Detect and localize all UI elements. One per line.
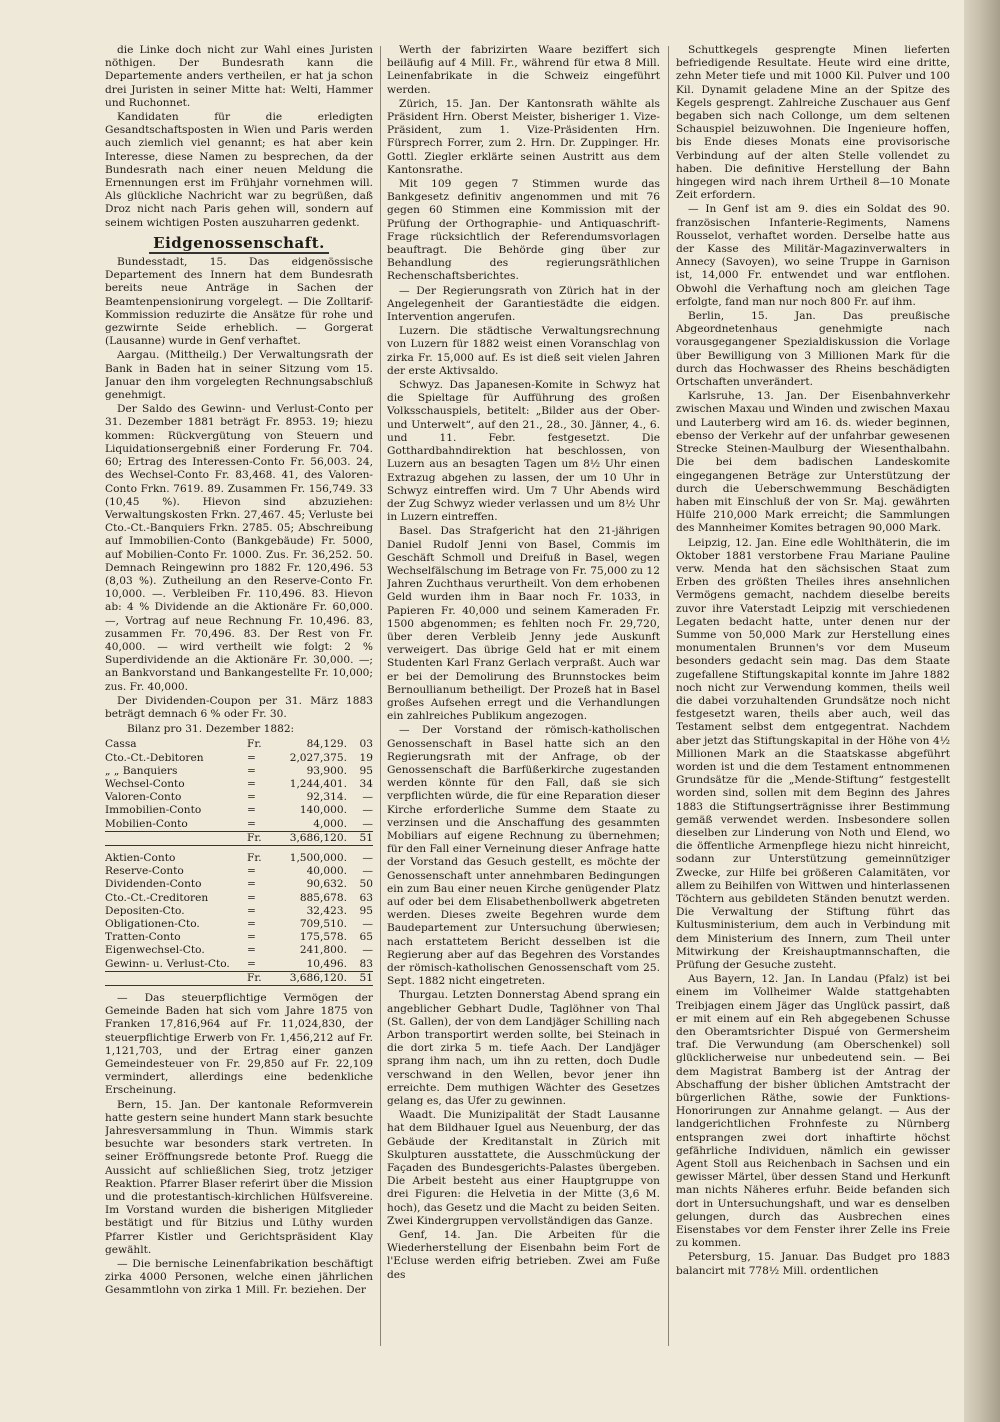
paragraph: Bern, 15. Jan. Der kantonale Reformverein hatte gestern seine hundert Mann stark besuchte Jahresversammlung in Thun. Wimmis stark besuchte war besonders stark vertreten. In seiner Eröffnungsrede betonte Prof. Ruegg die Aussicht auf schließlichen Sieg, trotz jetziger Reaktion. Pfarrer Blaser referirt über die Mission und die protestantisch-kirchlichen Hülfsvereine. Im Vorstand wurden die bisherigen Mitglieder bestätigt und für Bitzius und Lüthy wurden Pfarrer Kistler und Gerichtspräsident Klay gewählt. [105,1098,373,1256]
paragraph: Der Saldo des Gewinn- und Verlust-Conto per 31. Dezember 1881 beträgt Fr. 8953. 19; hiezu kommen: Rückvergütung von Steuern und Liquidationsergebniß einer Forderung Fr. 704. 60; Ertrag des Interessen-Conto Fr. 56,003. 24, des Wechsel-Conto Fr. 83,468. 41, des Valoren-Conto Frkn. 7619. 89. Zusammen Fr. 156,749. 33 (10,45 %). Hievon sind abzuziehen: Verwaltungskosten Frkn. 27,467. 45; Verluste bei Cto.-Ct.-Banquiers Frkn. 2785. 05; Abschreibung auf Immobilien-Conto (Bankgebäude) Fr. 5000, auf Mobilien-Conto Fr. 1000. Zus. Fr. 36,252. 50. Demnach Reingewinn pro 1882 Fr. 120,496. 53 (8,03 %). Zutheilung an den Reserve-Conto Fr. 10,000. —. Verbleiben Fr. 110,496. 83. Hievon ab: 4 % Dividende an die Aktionäre Fr. 60,000. —, Vortrag auf neue Rechnung Fr. 10,496. 83, zusammen Fr. 70,496. 83. Der Rest von Fr. 40,000. — wird vertheilt wie folgt: 2 % Superdividende an die Aktionäre Fr. 30,000. —; an Bankvorstand und Bankangestellte Fr. 10,000; zus. Fr. 40,000. [105,403,373,693]
liabilities-total-row [105,971,373,985]
account-name: Eigenwechsel-Cto. [105,944,205,957]
cents: — [362,865,373,878]
table-row [105,752,373,765]
column-3 [676,44,950,1384]
table-row [105,892,373,905]
amount: 93,900. [306,764,347,777]
paragraph: Schuttkegels gesprengte Minen lieferten befriedigende Resultate. Heute wird eine dritte, zehn Meter tiefe und mit 1000 Kil. Pulver und 100 Kil. Dynamit geladene Mine an der Spitze des Kegels gesprengt. Zahlreiche Zuschauer aus Genf begaben sich nach Collonge, um dem seltenen Schauspiel beizuwohnen. Die Ingenieure hoffen, bis Ende dieses Monats eine provisorische Verbindung auf der alten Stelle vollendet zu haben. Die definitive Herstellung der Bahn hingegen wird nach ihrem Urtheil 8—10 Monate Zeit erfordern. [676,44,950,202]
ditto-mark: = [247,865,256,878]
section-title [105,233,373,252]
table-row [105,804,373,817]
account-name: Dividenden-Conto [105,878,202,891]
paragraph: Kandidaten für die erledigten Gesandtschaftsposten in Wien und Paris werden auch ziemlich viel genannt; es hat aber kein Interesse, diese Namen zu besprechen, da der Bundesrath nach einer neuen Meldung die Ernennungen erst im Frühjahr vornehmen will. Als glückliche Nachricht war zu begrüßen, daß Droz nicht nach Paris gehen will, sondern auf seinem wichtigen Posten auszuharren gedenkt. [105,111,373,229]
paragraph: Mit 109 gegen 7 Stimmen wurde das Bankgesetz definitiv angenommen und mit 76 gegen 60 Stimmen eine Kommission mit der Prüfung der Orthographie- und Antiquaschrift-Frage rücksichtlich der Referendumsvorlagen beauftragt. Die Behörde ging über zur Behandlung des regierungsräthlichen Rechenschaftsberichtes. [387,178,660,283]
paragraph: Berlin, 15. Jan. Das preußische Abgeordnetenhaus genehmigte nach vorausgegangener Spezialdiskussion die Vorlage über Bewilligung von 3 Millionen Mark für die durch das Hochwasser des Rheins beschädigten Ortschaften unverändert. [676,310,950,389]
account-name: Cassa [105,738,137,751]
paragraph: — Der Vorstand der römisch-katholischen Genossenschaft in Basel hatte sich an den Regierungsrath mit der Anfrage, ob der Genossenschaft die Barfüßerkirche zugestanden werden könnte für den Fall, daß sie sich verpflichten würde, die für eine Reparation dieser Kirche erforderliche Summe dem Staate zu verzinsen und die Anschaffung des gesammten Mobiliars auf eigene Rechnung zu übernehmen; für den Fall einer Verneinung dieser Anfrage hatte der Vorstand das Gesuch gestellt, es möchte der Genossenschaft unter annehmbaren Bedingungen ein zum Bau einer neuen Kirche genügender Platz auf oder bei dem Elisabethenbollwerk abgetreten werden. Dieses zweite Begehren wurde dem Baudepartement zur Untersuchung überwiesen; nach erstattetem Bericht desselben ist die Regierung aber auf das Begehren des Vorstandes der römisch-katholischen Genossenschaft vom 25. Sept. 1882 nicht eingetreten. [387,724,660,988]
account-name: Valoren-Conto [105,791,182,804]
ditto-mark: = [247,804,256,817]
table-row [105,944,373,957]
amount: 175,578. [299,931,347,944]
paragraph: Schwyz. Das Japanesen-Komite in Schwyz hat die Spieltage für Aufführung des großen Volksschauspiels, betitelt: „Bilder aus der Ober- und Unterwelt“, auf den 21., 28., 30. Jänner, 4., 6. und 11. Febr. festgesetzt. Die Gotthardbahndirektion hat beschlossen, von Luzern aus an besagten Tagen um 8½ Uhr einen Extrazug abgehen zu lassen, der um 10 Uhr in Schwyz eintreffen wird. Um 7 Uhr Abends wird der Zug Schwyz wieder verlassen und um 8½ Uhr in Luzern eintreffen. [387,379,660,524]
cents: 34 [359,777,373,790]
account-name: Mobilien-Conto [105,817,188,830]
account-name: Reserve-Conto [105,865,184,878]
amount: 1,500,000. [289,851,347,864]
paragraph: Aargau. (Mittheilg.) Der Verwaltungsrath der Bank in Baden hat in seiner Sitzung vom 15. Januar den ihm vorgelegten Rechnungsabschluß genehmigt. [105,349,373,402]
amount: 84,129. [306,738,347,751]
ditto-mark: = [247,791,256,804]
amount: 2,027,375. [289,751,347,764]
paragraph: Waadt. Die Munizipalität der Stadt Lausanne hat dem Bildhauer Iguel aus Neuenburg, der das Gebäude der Kreditanstalt in Zürich mit Skulpturen ausstattete, die Ausschmückung der Façaden des Bundesgerichts-Palastes übergeben. Die Arbeit besteht aus einer Hauptgruppe von drei Figuren: die Helvetia in der Mitte (3,6 M. hoch), das Gesetz und die Macht zu beiden Seiten. Zwei Kindergruppen vervollständigen das Ganze. [387,1109,660,1227]
table-row [105,931,373,944]
cents: 83 [359,957,373,970]
account-name: Cto.-Ct.-Creditoren [105,891,209,904]
ditto-mark: = [247,751,256,764]
cents: — [362,918,373,930]
table-row [105,852,373,865]
account-name: Wechsel-Conto [105,777,185,790]
amount: 1,244,401. [289,777,347,790]
table-row [105,818,373,832]
paragraph: Thurgau. Letzten Donnerstag Abend sprang ein angeblicher Gebhart Dudle, Taglöhner von Thal (St. Gallen), der von dem Landjäger Schilling nach Arbon transportirt werden sollte, bei Steinach in die dort zirka 5 m. tiefe Aach. Der Landjäger sprang ihm nach, um ihn zu retten, doch Dudle verschwand in den Wellen, bevor jener ihn erreichte. Dem muthigen Wächter des Gesetzes gelang es, das Ufer zu gewinnen. [387,989,660,1108]
cents: — [362,851,373,864]
cents: 95 [359,764,373,777]
ditto-mark: = [247,944,256,957]
paragraph: Zürich, 15. Jan. Der Kantonsrath wählte als Präsident Hrn. Oberst Meister, bisheriger 1. Vize-Präsident, zum 1. Vize-Präsidenten Hrn. Fürsprech Forrer, zum 2. Hrn. Dr. Zuppinger. Hr. Gottl. Ziegler erklärte seinen Austritt aus dem Kantonsrathe. [387,97,660,176]
assets-total-row [105,831,373,845]
total-cents: 51 [347,971,373,985]
ditto-mark: = [247,777,256,790]
cents: 63 [359,891,373,904]
account-name: Immobilien-Conto [105,804,202,817]
amount: 32,423. [306,904,347,917]
total-amount: 3,686,120. [271,831,347,845]
paragraph: — Der Regierungsrath von Zürich hat in der Angelegenheit der Garantiestädte die eidgen. Intervention angerufen. [387,284,660,324]
cents: 95 [359,904,373,917]
paragraph: Leipzig, 12. Jan. Eine edle Wohlthäterin, die im Oktober 1881 verstorbene Frau Mariane Pauline verw. Menda hat den sächsischen Staat zum Erben des größten Theiles ihres ansehnlichen Vermögens gemacht, nachdem dieselbe bereits zuvor ihre Vaterstadt Leipzig mit verschiedenen Legaten bedacht hatte, unter denen nur der Summe von 50,000 Mark zur Herstellung eines monumentalen Brunnen's vor dem Museum besonders gedacht sein mag. Das dem Staate zugefallene Stiftungskapital konnte im Jahre 1882 noch nicht zur Verwendung kommen, theils weil die dabei vorzuhaltenden Grundsätze noch nicht festgesetzt waren, theils aber auch, weil das Testament selbst dem entgegentrat. Nachdem aber jetzt das Stiftungskapital in der Höhe von 4½ Millionen Mark an die Staatskasse abgeführt worden ist und die dem Testament entnommenen Grundsätze für die „Mende-Stiftung“ festgestellt worden sind, sollen mit dem Beginn des Jahres 1883 die Stiftungserträgnisse ihrer Bestimmung gemäß verwendet werden. Insbesondere sollen dieselben zur Linderung von Noth und Elend, wo die öffentliche Armenpflege hiezu nicht hinreicht, sodann zur Unterstützung gemeinnütziger Zwecke, zur Hilfe bei größeren Calamitäten, vor allem zu Beihilfen von Wittwen und hinterlassenen Töchtern aus gebildeten Ständen benutzt werden. Die Verwaltung der Stiftung führt das Kultusministerium, dem auch in Verbindung mit dem Ministerium des Innern, zum Theil unter Mitwirkung der Kreishauptmannschaften, die Prüfung der Gesuche zusteht. [676,536,950,972]
paragraph: Genf, 14. Jan. Die Arbeiten für die Wiederherstellung der Eisenbahn beim Fort de l'Ecluse werden eifrig betrieben. Zwei am Fuße des [387,1229,660,1281]
ditto-mark: = [247,931,256,944]
page-binding-edge [964,0,1000,1422]
paragraph: Karlsruhe, 13. Jan. Der Eisenbahnverkehr zwischen Maxau und Winden und zwischen Maxau und Lauterberg wird am 16. ds. wieder beginnen, ebenso der Verkehr auf der unfahrbar gewesenen Strecke Steinen-Maulburg der Wiesenthalbahn. Die bei dem badischen Landeskomite eingegangenen Beträge zur Unterstützung der durch die Ueberschwemmung Beschädigten haben mit Einschluß der von Sr. Maj. gewährten Hülfe 210,000 Mark erreicht; die Sammlungen des Mannheimer Komites betragen 90,000 Mark. [676,390,950,535]
amount: 10,496. [306,957,347,970]
account-name: Tratten-Conto [105,931,181,944]
paragraph: Der Dividenden-Coupon per 31. März 1883 beträgt demnach 6 % oder Fr. 30. [105,694,373,720]
paragraph: Basel. Das Strafgericht hat den 21-jährigen Daniel Rudolf Jenni von Basel, Commis im Geschäft Schmoll und Dreifuß in Basel, wegen Wechselfälschung im Betrage von Fr. 75,000 zu 12 Jahren Zuchthaus verurtheilt. Von dem erhobenen Geld wurden ihm in Baar noch Fr. 1033, in Papieren Fr. 40,000 und seinem Kameraden Fr. 1500 abgenommen; es fehlten noch Fr. 29,720, über deren Verbleib Jenny jede Auskunft verweigert. Das übrige Geld hat er mit einem Studenten Karl Franz Gerlach verpraßt. Auch war er bei der Demolirung des Brunnstockes beim Bernoullianum betheiligt. Der Prozeß hat in Basel großes Aufsehen erregt und die Verhandlungen ein zahlreiches Publikum angezogen. [387,525,660,723]
currency-label: Fr. [247,831,271,845]
total-amount: 3,686,120. [271,971,347,985]
ditto-mark: = [247,878,256,891]
currency-label: Fr. [247,851,262,864]
table-row [105,918,373,931]
table-row [105,738,373,751]
cents: — [362,791,373,804]
account-name: Cto.-Ct.-Debitoren [105,751,204,764]
paragraph: — Das steuerpflichtige Vermögen der Gemeinde Baden hat sich vom Jahre 1875 von Franken 17,816,964 auf Fr. 11,024,830, der steuerpflichtige Erwerb von Fr. 1,456,212 auf Fr. 1,121,703, und der Ertrag einer ganzen Gemeindesteuer von Fr. 29,850 auf Fr. 22,109 vermindert, allerdings eine bedenkliche Erscheinung. [105,992,373,1097]
column-rule-1 [380,46,381,1346]
amount: 40,000. [306,865,347,878]
account-name: Obligationen-Cto. [105,918,200,930]
cents: — [362,817,373,830]
amount: 709,510. [299,918,347,930]
ditto-mark: = [247,904,256,917]
paragraph: — In Genf ist am 9. dies ein Soldat des 90. französischen Infanterie-Regiments, Namens Rousselot, verhaftet worden. Derselbe hatte aus der Kasse des Militär-Magazinverwalters in Annecy (Savoyen), wo seine Truppe in Garnison ist, 14,000 Fr. entwendet und war entflohen. Obwohl die Verhaftung noch am gleichen Tage erfolgte, fand man nur noch 800 Fr. auf ihm. [676,203,950,308]
amount: 92,314. [306,791,347,804]
table-row [105,765,373,778]
column-2 [387,44,660,1384]
cents: 03 [359,738,373,751]
section-title-text: Eidgenossenschaft. [149,234,329,254]
balance-heading: Bilanz pro 31. Dezember 1882: [127,723,295,736]
account-name: Gewinn- u. Verlust-Cto. [105,957,230,970]
currency-label: Fr. [247,971,271,985]
ditto-mark: = [247,764,256,777]
paragraph: Bundesstadt, 15. Das eidgenössische Departement des Innern hat dem Bundesrath bereits neue Anträge in Sachen der Beamtenpensionirung vorgelegt. — Die Zolltarif-Kommission reduzirte die Ansätze für rohe und gezwirnte Seide erheblich. — Gorgerat (Lausanne) wurde in Genf verhaftet. [105,256,373,348]
column-rule-2 [668,46,669,1346]
cents: 19 [359,751,373,764]
ditto-mark: = [247,891,256,904]
paragraph: die Linke doch nicht zur Wahl eines Juristen nöthigen. Der Bundesrath kann die Departemente anders vertheilen, er hat ja schon drei Juristen in seiner Mitte hat: Welti, Hammer und Ruchonnet. [105,44,373,109]
column-1 [105,44,373,1384]
currency-label: Fr. [247,738,262,751]
amount: 4,000. [313,817,347,830]
ditto-mark: = [247,817,256,830]
paragraph: Werth der fabrizirten Waare beziffert sich beiläufig auf 4 Mill. Fr., während für etwa 8 Mill. Leinenfabrikate in die Schweiz eingeführt werden. [387,44,660,96]
total-cents: 51 [347,831,373,845]
amount: 90,632. [306,878,347,891]
ditto-mark: = [247,918,256,930]
paragraph: Luzern. Die städtische Verwaltungsrechnung von Luzern für 1882 weist einen Voranschlag von zirka Fr. 15,000 auf. Es ist dieß seit vielen Jahren der erste Aktivsaldo. [387,325,660,377]
cents: — [362,944,373,957]
table-row [105,865,373,878]
table-row [105,905,373,918]
table-row [105,778,373,791]
ditto-mark: = [247,957,256,970]
cents: — [362,804,373,817]
table-row [105,791,373,804]
cents: 65 [359,931,373,944]
account-name: „ „ Banquiers [105,764,178,777]
paragraph: — Die bernische Leinenfabrikation beschäftigt zirka 4000 Personen, welche einen jährlichen Gesammtlohn von zirka 1 Mill. Fr. beziehen. Der [105,1258,373,1297]
amount: 140,000. [299,804,347,817]
amount: 241,800. [299,944,347,957]
table-row [105,958,373,972]
amount: 885,678. [299,891,347,904]
table-row [105,878,373,891]
paragraph: Aus Bayern, 12. Jan. In Landau (Pfalz) ist bei einem im Vollheimer Walde stattgehabten Treibjagen einem Jäger das Unglück passirt, daß er mit einem auf ein Reh abgegebenen Schusse den Oberamtsrichter Dispué von Germersheim traf. Die Verwundung (am Oberschenkel) soll glücklicherweise nur unbedeutend sein. — Bei dem Magistrat Bamberg ist der Antrag der Abschaffung der bisher üblichen Amtstracht der bürgerlichen Räthe, sowie der Funktions-Honorirungen zur Annahme gelangt. — Aus der landgerichtlichen Frohnfeste zu Nürnberg entsprangen zwei dort inhaftirte höchst gefährliche Individuen, nämlich ein gewisser Agent Stoll aus Reichenbach in Sachsen und ein gewisser Märtel, über dessen Stand und Herkunft man nichts Näheres erfuhr. Beide befanden sich dort in Untersuchungshaft, und war es denselben gelungen, durch das Ausbrechen eines Eisenstabes vor dem Fenster ihrer Zelle ins Freie zu kommen. [676,973,950,1250]
paragraph: Petersburg, 15. Januar. Das Budget pro 1883 balancirt mit 778½ Mill. ordentlichen [676,1251,950,1277]
cents: 50 [359,878,373,891]
account-name: Depositen-Cto. [105,904,185,917]
account-name: Aktien-Conto [105,851,176,864]
balance-table [105,738,373,986]
